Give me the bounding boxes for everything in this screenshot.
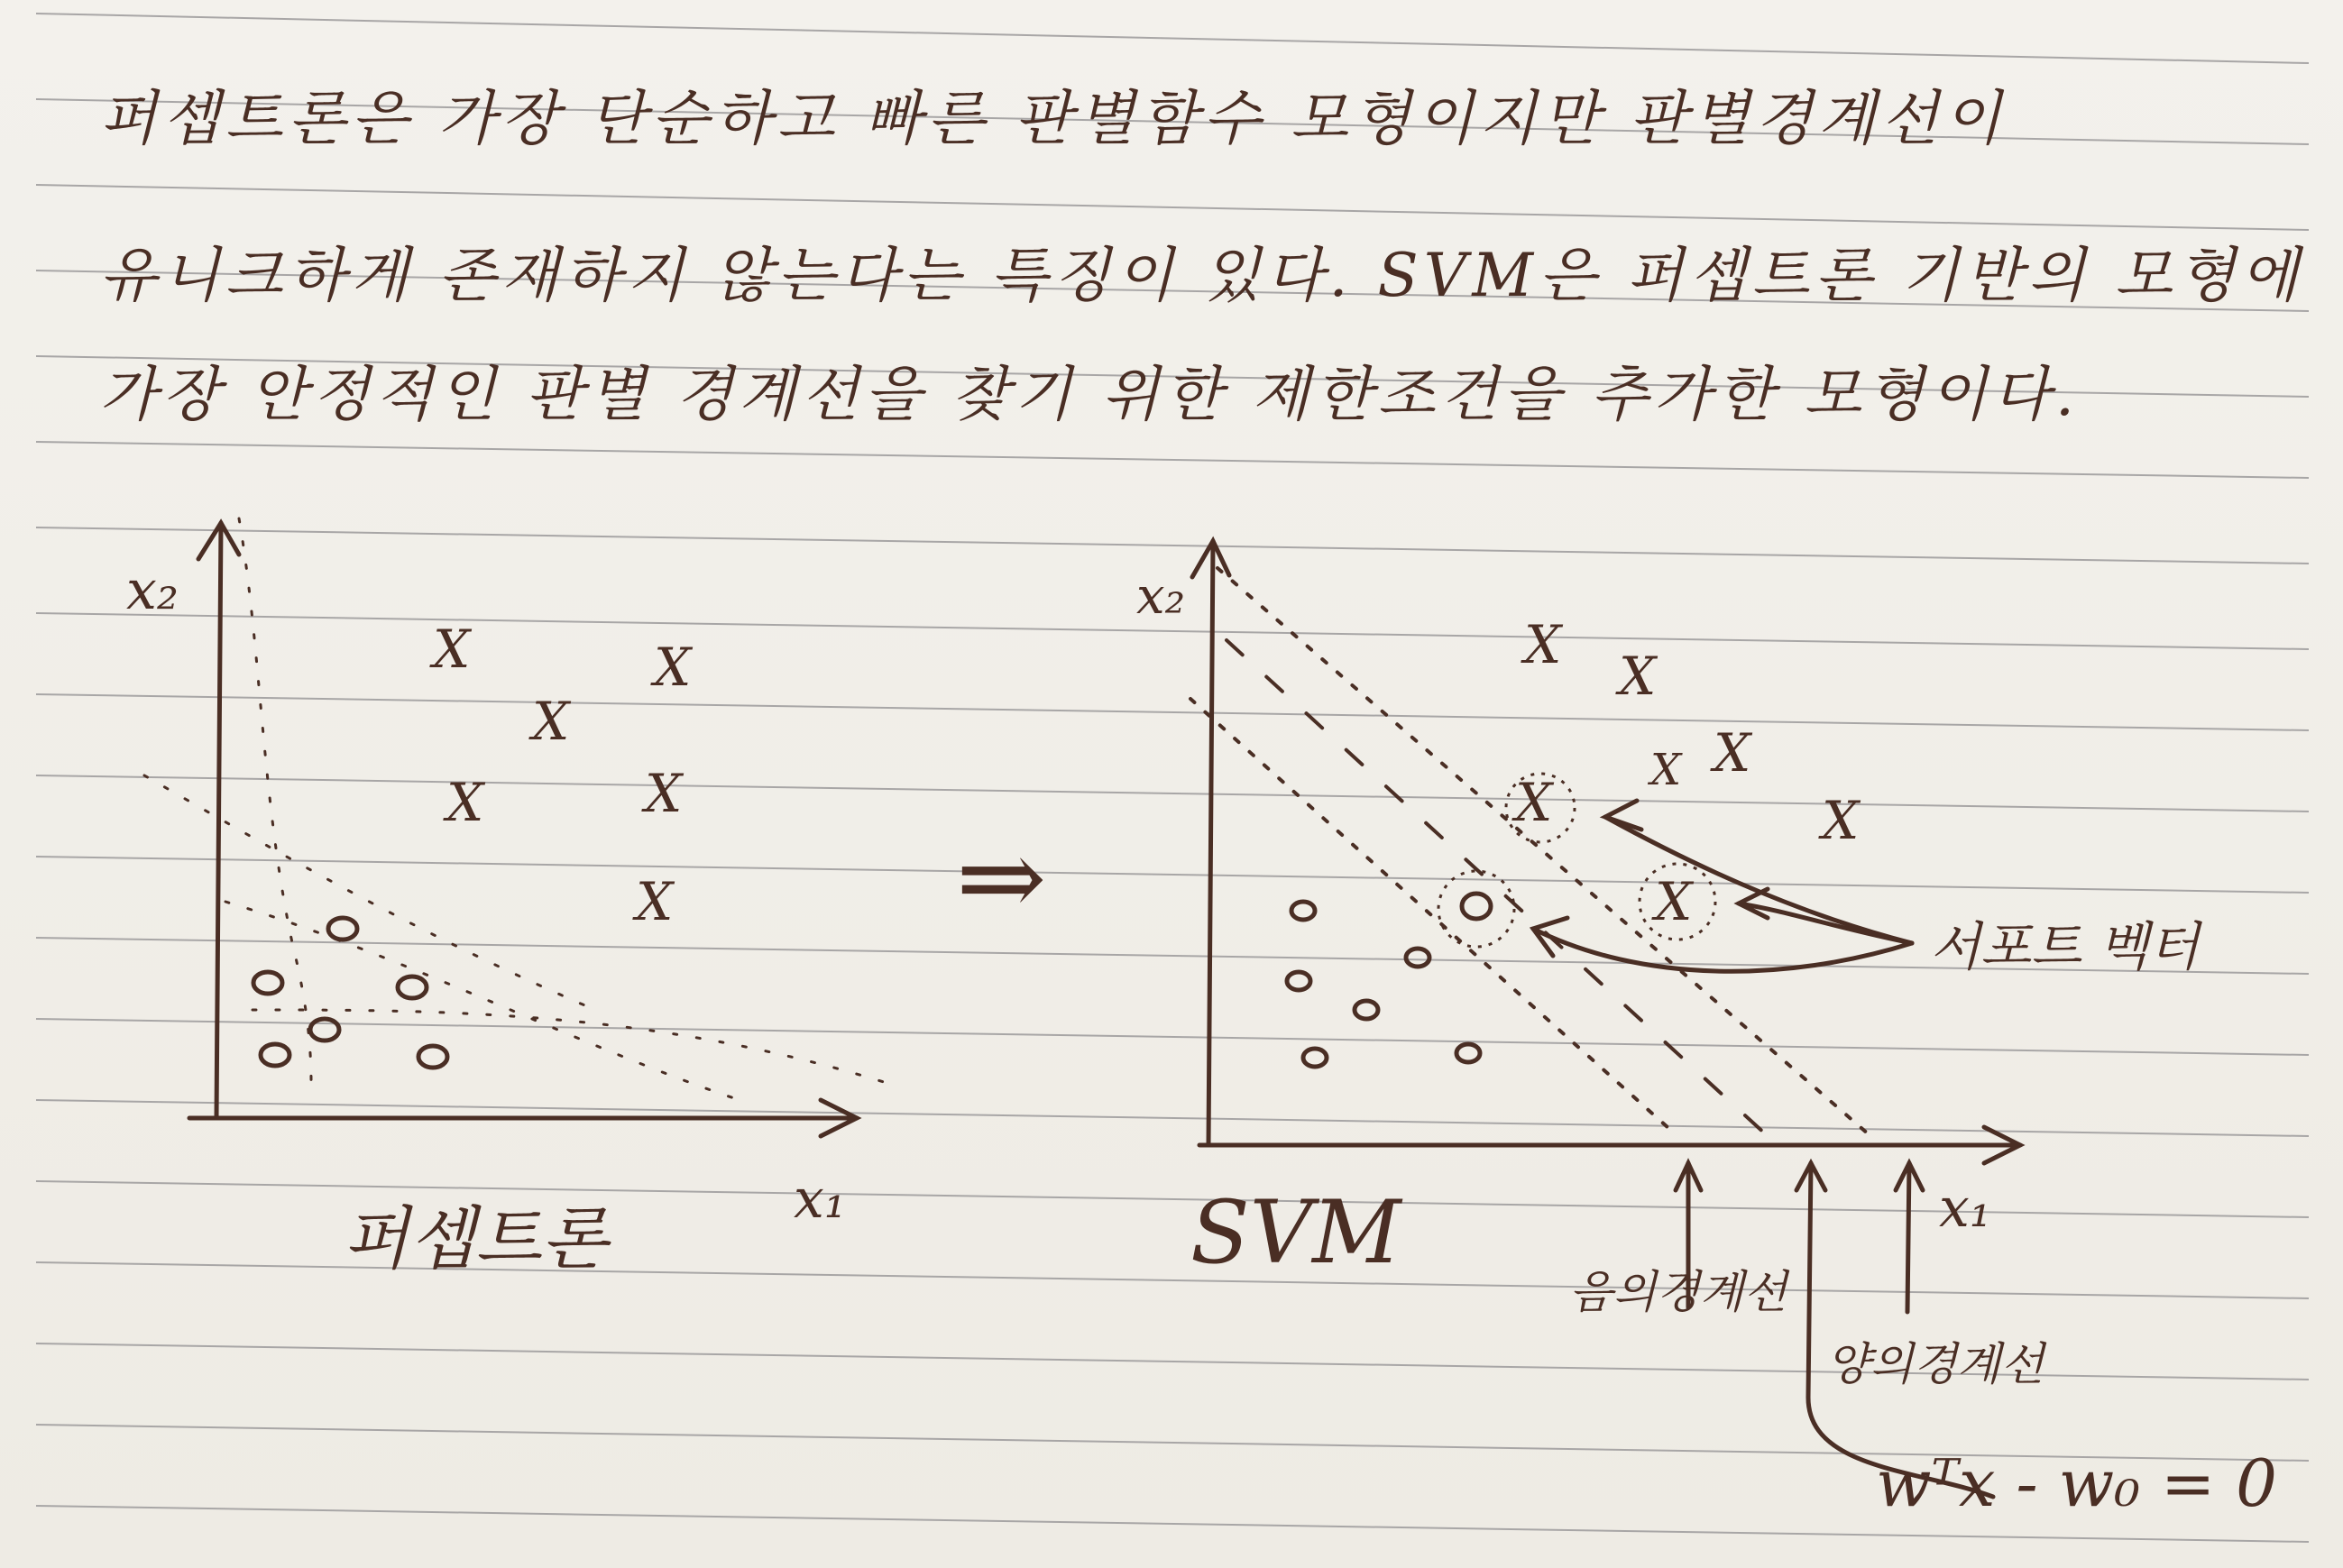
svm-diagram xyxy=(1136,532,2343,1551)
o-point xyxy=(398,977,427,998)
svm-class-x-points xyxy=(1511,614,1861,932)
x-point: X xyxy=(532,691,570,752)
o-point xyxy=(1456,1044,1480,1062)
x-point: X xyxy=(1714,722,1751,784)
support-vector-x: X xyxy=(1655,871,1693,932)
perceptron-diagram xyxy=(90,505,992,1316)
o-point xyxy=(418,1046,447,1068)
class-o-points xyxy=(253,918,447,1068)
positive-boundary-pointer xyxy=(1907,1163,1909,1312)
x-point: X xyxy=(636,871,674,932)
o-point xyxy=(253,972,282,994)
support-vector-arrow xyxy=(1533,929,1912,971)
x-point: X xyxy=(1619,646,1657,707)
support-vector-circle xyxy=(1438,871,1514,947)
support-vector-o xyxy=(1462,894,1491,919)
paragraph-line-2: 유니크하게 존재하지 않는다는 특징이 있다. SVM은 퍼셉트론 기반의 모형에 xyxy=(99,241,2304,310)
x-point: X xyxy=(1822,790,1860,851)
o-point xyxy=(1287,972,1310,990)
boundary-candidate-4 xyxy=(253,1010,884,1082)
o-point xyxy=(1291,902,1315,920)
x-point: X xyxy=(433,619,471,680)
y-axis xyxy=(1208,541,1213,1145)
o-point xyxy=(1355,1001,1378,1019)
transition-arrow: ⇒ xyxy=(956,816,1047,941)
support-vector-arrow xyxy=(1739,903,1912,943)
y-axis-label: x₂ xyxy=(126,559,179,622)
arrowhead xyxy=(1739,889,1768,918)
boundary-candidate-1 xyxy=(239,518,311,1082)
support-vector-label: 서포트 벡터 xyxy=(1930,916,2200,977)
positive-boundary-label: 양의경계선 xyxy=(1826,1338,2044,1390)
o-point xyxy=(1406,949,1429,967)
class-x-points xyxy=(429,619,694,932)
paragraph-line-3: 가장 안정적인 판별 경계선을 찾기 위한 제한조건을 추가한 모형이다. xyxy=(99,360,2080,429)
svm-class-o-points xyxy=(1287,894,1491,1067)
x-axis-label: x₁ xyxy=(794,1168,846,1231)
x-point: X xyxy=(1650,745,1682,795)
perceptron-caption: 퍼셉트론 xyxy=(343,1198,608,1279)
x-point: X xyxy=(446,772,484,833)
o-point xyxy=(310,1019,339,1041)
paragraph-line-1: 퍼셉트론은 가장 단순하고 빠른 판별함수 모형이지만 판별경계선이 xyxy=(99,84,2008,153)
x-point: X xyxy=(654,637,692,698)
support-vector-arrow xyxy=(1605,817,1912,943)
o-point xyxy=(1303,1049,1327,1067)
o-point xyxy=(328,918,357,940)
x-axis-label: x₁ xyxy=(1939,1177,1991,1240)
positive-margin-line xyxy=(1190,699,1677,1136)
support-vector-x: X xyxy=(1515,772,1553,833)
hyperplane-equation: wᵀx - w₀ = 0 xyxy=(1876,1445,2277,1521)
y-axis xyxy=(216,523,221,1118)
o-point xyxy=(261,1044,289,1066)
boundary-candidate-2 xyxy=(144,775,595,1010)
x-point: X xyxy=(1524,614,1562,675)
x-point: X xyxy=(645,763,683,824)
y-axis-label: x₂ xyxy=(1136,567,1186,626)
negative-boundary-label: 음의경계선 xyxy=(1569,1266,1787,1318)
svm-caption: SVM xyxy=(1190,1182,1401,1283)
arrowhead xyxy=(1605,801,1641,830)
